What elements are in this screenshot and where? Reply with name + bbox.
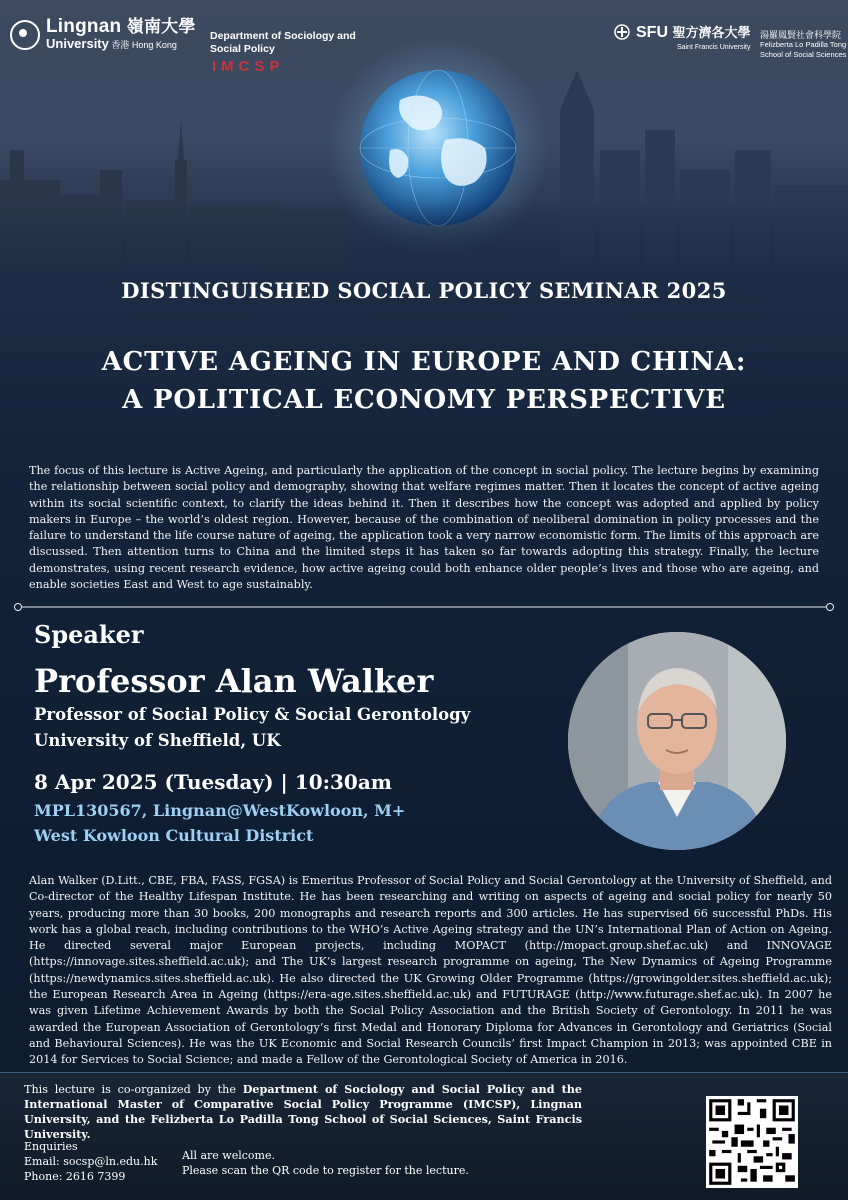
sfu-cn: 聖方濟各大學: [672, 25, 751, 40]
lingnan-seal-icon: [10, 20, 40, 50]
enquiries-email[interactable]: Email: socsp@ln.edu.hk: [24, 1155, 158, 1168]
enquiries-label: Enquiries: [24, 1140, 78, 1153]
registration-qr-code[interactable]: [706, 1096, 798, 1188]
co-organizer-note: [24, 1082, 582, 1142]
header-banner: [0, 0, 848, 275]
co-organizer-names: Department of Sociology and Social Policy and the International Master of Comparative Social Policy Programme (IMCSP), Lingnan University, and the Felizberta Lo Padilla Tong School of Social Sciences, Saint Francis University.: [24, 1082, 582, 1141]
lingnan-cn: 嶺南大學: [126, 17, 196, 36]
sfu-mark: SFU: [636, 24, 668, 41]
school-name: [760, 30, 846, 60]
welcome-text: All are welcome.: [182, 1149, 275, 1162]
event-venue-line-1: MPL130567, Lingnan@WestKowloon, M+: [34, 801, 406, 820]
event-datetime: 8 Apr 2025 (Tuesday) | 10:30am: [34, 770, 392, 794]
lecture-title-line-1: ACTIVE AGEING IN EUROPE AND CHINA:: [101, 347, 747, 377]
speaker-heading: Speaker: [34, 620, 144, 649]
sfu-logo[interactable]: [614, 24, 750, 54]
lingnan-university: University: [46, 36, 109, 51]
speaker-role: Professor of Social Policy & Social Gerontology: [34, 705, 471, 724]
seminar-series: DISTINGUISHED SOCIAL POLICY SEMINAR 2025: [121, 278, 727, 303]
lingnan-wordmark: [46, 18, 196, 51]
department-line-1: Department of Sociology and: [210, 30, 356, 42]
enquiries-phone[interactable]: Phone: 2616 7399: [24, 1170, 126, 1183]
school-en-2: School of Social Sciences: [760, 50, 847, 59]
lingnan-name: Lingnan: [46, 16, 122, 37]
sfu-en: Saint Francis University: [676, 44, 751, 51]
enquiries: [24, 1139, 157, 1184]
department-name: [210, 30, 356, 56]
footer-divider: [0, 1072, 848, 1073]
event-venue-line-2: West Kowloon Cultural District: [34, 826, 314, 845]
lecture-title-line-2: A POLITICAL ECONOMY PERSPECTIVE: [122, 385, 726, 415]
co-organizer-prefix: This lecture is co-organized by the: [24, 1083, 243, 1096]
logo-bar: [0, 0, 848, 80]
lingnan-logo[interactable]: [10, 18, 196, 51]
lecture-title: [0, 343, 848, 419]
speaker-affiliation: University of Sheffield, UK: [34, 731, 281, 750]
school-en-1: Felizberta Lo Padilla Tong: [760, 40, 847, 49]
qr-instruction: Please scan the QR code to register for the lecture.: [182, 1164, 469, 1177]
speaker-name: Professor Alan Walker: [34, 662, 434, 700]
welcome-note: [182, 1148, 469, 1178]
abstract: The focus of this lecture is Active Ageing, and particularly the application of the concept in social policy. The lecture begins by examining the relationship between social policy and demography, showing that welfare regimes matter. Then it locates the concept of active ageing within its social scientific context, to clarify the ideas behind it. Then it describes how the concept was adopted and applied by policy makers in Europe – the world’s oldest region. However, because of the combination of neoliberal domination in policy processes and the failure to understand the life course nature of ageing, the application took a very narrow economistic form. The limits of this approach are discussed. Then attention turns to China and the limited steps it has taken so far towards adopting this strategy. Finally, the lecture demonstrates, using recent research evidence, how active ageing could both enhance older people’s lives and those who are ageing, and enable societies East and West to age sustainably.: [29, 464, 819, 592]
speaker-photo: [568, 632, 786, 850]
speaker-portrait: [568, 632, 786, 850]
lingnan-hk: 香港 Hong Kong: [111, 40, 177, 50]
sfu-cross-icon: [614, 24, 630, 40]
school-cn: 湯羅鳳賢社會科學院: [760, 30, 842, 40]
imcsp-logo[interactable]: IMCSP: [212, 58, 285, 75]
department-line-2: Social Policy: [210, 43, 275, 55]
section-divider: [14, 603, 834, 611]
speaker-bio: Alan Walker (D.Litt., CBE, FBA, FASS, FGSA) is Emeritus Professor of Social Policy and Social Gerontology at the University of Sheffield, and Co-director of the Healthy Lifespan Institute. He has been researching and writing on aspects of ageing and social policy for nearly 50 years, producing more than 30 books, 200 monographs and research reports and 300 articles. He has supervised 66 successful PhDs. His work has a global reach, including contributions to the WHO’s Active Ageing strategy and the UN’s International Plan of Action on Ageing. He directed several major European projects, including MOPACT (http://mopact.group.shef.ac.uk) and INNOVAGE (https://innovage.sites.sheffield.ac.uk); and The UK’s largest research programme on ageing, The New Dynamics of Ageing Programme (https://newdynamics.sites.sheffield.ac.uk). He also directed the UK Growing Older Programme (https://growingolder.sites.sheffield.ac.uk); the European Research Area in Ageing (https://era-age.sites.sheffield.ac.uk) and FUTURAGE (http://www.futurage.shef.ac.uk). In 2007 he was given Lifetime Achievement Awards by both the Social Policy Association and the British Society of Gerontology. In 2011 he was awarded the European Association of Gerontology’s first Medal and Honorary Diploma for Advances in Gerontology and Geriatrics (Social and Behavioural Sciences). He was the UK Economic and Social Research Councils’ first Impact Champion in 2013; was appointed CBE in 2014 for Services to Social Science; and made a Fellow of the Gerontological Society of America in 2016.: [29, 874, 832, 1067]
